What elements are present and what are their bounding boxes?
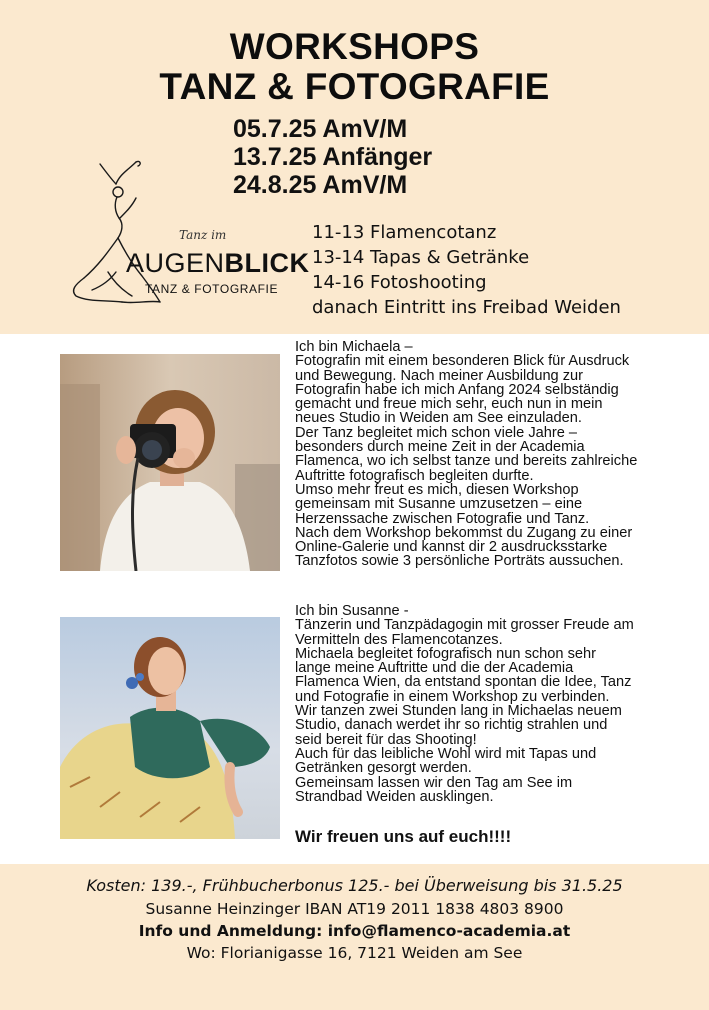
title-line-2: TANZ & FOTOGRAFIE [159, 66, 550, 107]
iban-info: Susanne Heinzinger IBAN AT19 2011 1838 4803 8900 [145, 900, 564, 918]
bio-michaela-line: und Bewegung. Nach meiner Ausbildung zur [295, 367, 584, 384]
closing-line: Wir freuen uns auf euch!!!! [295, 827, 512, 846]
photo-susanne [60, 617, 280, 839]
bio-susanne-line: und Fotografie in einem Workshop zu verbinden. [295, 688, 610, 705]
bio-michaela-line: Herzenssache zwischen Fotografie und Tanz. [295, 510, 590, 527]
bio-susanne-line: lange meine Auftritte und die der Academia [295, 660, 574, 677]
contact-info[interactable]: Info und Anmeldung: info@flamenco-academia.at [138, 922, 571, 940]
bio-michaela-line: Online-Galerie und kannst dir 2 ausdrucksstarke [295, 539, 608, 556]
bio-susanne-line: Getränken gesorgt werden. [295, 760, 472, 777]
bio-susanne-line: Michaela begleitet fofografisch nun schon sehr [295, 645, 596, 662]
footer-section [0, 864, 709, 1010]
bio-michaela-line: gemeinsam mit Susanne umzusetzen – eine [295, 496, 583, 513]
workshop-date-1: 05.7.25 AmV/M [233, 115, 408, 143]
bio-susanne-line: Flamenca Wien, da entstand spontan die Idee, Tanz [295, 674, 632, 691]
logo-wordmark [126, 248, 310, 279]
bio-susanne-line: Vermitteln des Flamencotanzes. [295, 631, 503, 648]
bio-michaela-line: Fotografin habe ich mich Anfang 2024 selbständig [295, 381, 619, 398]
bio-section [0, 334, 709, 864]
bio-susanne-line: Tänzerin und Tanzpädagogin mit grosser Freude am [295, 617, 634, 634]
bio-michaela-line: Umso mehr freut es mich, diesen Workshop [295, 481, 579, 498]
title-line-1: WORKSHOPS [229, 26, 480, 67]
bio-michaela-line: neues Studio in Weiden am See einzuladen. [295, 410, 582, 427]
header-section [0, 0, 709, 334]
bio-susanne-line: Gemeinsam lassen wir den Tag am See im [295, 774, 573, 791]
bio-michaela [295, 340, 703, 569]
bio-michaela-line: besonders durch meine Zeit in der Academia [295, 439, 585, 456]
logo-word-light: AUGEN [126, 248, 225, 278]
bio-michaela-line: Auftritte fotografisch begleiten durfte. [295, 467, 534, 484]
bio-michaela-line: Tanzfotos sowie 3 persönliche Porträts aussuchen. [295, 553, 624, 570]
schedule-item-4: danach Eintritt ins Freibad Weiden [312, 297, 621, 318]
bio-susanne-line: Strandbad Weiden ausklingen. [295, 788, 494, 805]
logo-script-text: Tanz im [179, 228, 227, 242]
cost-info: Kosten: 139.-, Frühbucherbonus 125.- bei Überweisung bis 31.5.25 [86, 876, 623, 895]
address-info: Wo: Florianigasse 16, 7121 Weiden am See [186, 944, 523, 962]
workshop-date-3: 24.8.25 AmV/M [233, 171, 408, 199]
bio-michaela-line: Fotografin mit einem besonderen Blick für Ausdruck [295, 353, 630, 370]
bio-michaela-line: Nach dem Workshop bekommst du Zugang zu einer [295, 524, 633, 541]
bio-susanne-line: seid bereit für das Shooting! [295, 731, 477, 748]
workshop-date-2: 13.7.25 Anfänger [233, 143, 433, 171]
bio-michaela-line: Ich bin Michaela – [295, 339, 413, 355]
bio-michaela-line: gemacht und freue mich sehr, euch nun in mein [295, 396, 603, 413]
bio-michaela-line: Flamenca, wo ich selbst tanze und bereits zahlreiche [295, 453, 638, 470]
augenblick-logo [62, 152, 310, 312]
bio-susanne-line: Auch für das leibliche Wohl wird mit Tapas und [295, 745, 597, 762]
bio-susanne-line: Ich bin Susanne - [295, 603, 409, 619]
photo-michaela [60, 354, 280, 571]
bio-susanne [295, 604, 703, 804]
bio-susanne-line: Wir tanzen zwei Stunden lang in Michaelas neuem [295, 703, 622, 720]
bio-susanne-line: Studio, danach werdet ihr so richtig strahlen und [295, 717, 608, 734]
schedule-item-2: 13-14 Tapas & Getränke [312, 247, 530, 268]
bio-michaela-line: Der Tanz begleitet mich schon viele Jahre – [295, 424, 578, 441]
schedule-item-1: 11-13 Flamencotanz [312, 222, 497, 243]
schedule-item-3: 14-16 Fotoshooting [312, 272, 487, 293]
logo-word-bold: BLICK [224, 248, 310, 278]
logo-subtitle: TANZ & FOTOGRAFIE [145, 282, 279, 296]
